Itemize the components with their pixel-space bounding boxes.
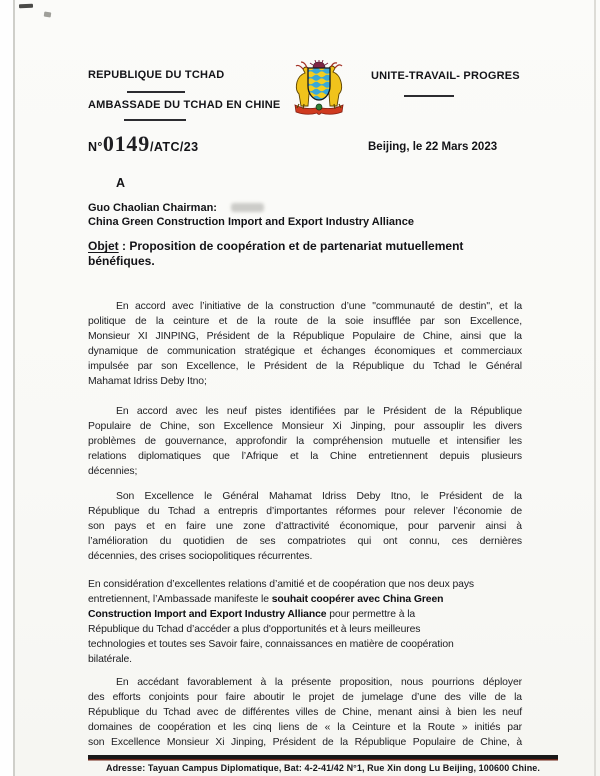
reference-prefix: N°	[88, 140, 103, 154]
body-line: Construction Import and Export Industry Alliance pour permettre à la	[88, 609, 416, 620]
body-line: République du Tchad a entrepris d’importantes réformes pour relever l’économie de	[88, 506, 522, 517]
addressee-organization: China Green Construction Import and Export Industry Alliance	[88, 216, 414, 228]
footer-rule	[88, 755, 558, 759]
body-line: bilatérale.	[88, 654, 132, 665]
body-line: entretiennent, l’Ambassade manifeste le souhait coopérer avec China Green	[88, 594, 444, 605]
body-line: impulsée par son Excellence, le Président de la République du Tchad le Général	[88, 361, 522, 372]
header-rule	[404, 95, 454, 97]
country-name: REPUBLIQUE DU TCHAD	[88, 69, 225, 81]
body-line: En accord avec l’initiative de la construction d’une "communauté de destin", et la	[116, 301, 522, 312]
whiteout-smudge	[231, 203, 264, 212]
subject-text: Proposition de coopération et de partenariat mutuellement	[129, 239, 464, 253]
salutation: A	[116, 176, 126, 190]
reference-number-red: 0149	[102, 131, 151, 156]
subject-line	[88, 239, 463, 268]
body-line: Son Excellence le Général Mahamat Idriss Deby Itno, le Président de la	[116, 491, 522, 502]
body-line: l’amélioration du quotidien de ses compatriotes qui ont connu, ces dernières	[88, 536, 522, 547]
body-line: problèmes de gouvernance, approfondir la compréhension mutuelle et intensifier les	[88, 436, 522, 447]
reference-number	[88, 131, 198, 157]
body-paragraph	[88, 299, 522, 389]
page-left-edge	[0, 0, 13, 776]
body-line: son pays et en faire une zone d’attractivité économique, pour parvenir ainsi à	[88, 521, 522, 532]
body-line: Monsieur XI JINPING, Président de la République Populaire de Chine, ainsi que la	[88, 331, 522, 342]
body-line: En accord avec les neuf pistes identifiées par le Président de la République	[116, 406, 522, 417]
scan-artifact-mark	[44, 12, 52, 18]
page-right-edge-line	[594, 0, 596, 776]
letter-date: Beijing, le 22 Mars 2023	[368, 141, 498, 153]
subject-label: Objet	[88, 239, 119, 253]
header-rule	[127, 91, 185, 93]
body-line: République du Tchad avec de différentes villes de Chine, menant ainsi à bien les neuf	[88, 707, 522, 718]
letter-body	[88, 299, 522, 750]
body-line: politique de la ceinture et de la route de la soie insufflée par son Excellence,	[88, 316, 522, 327]
page-left-edge-line	[13, 0, 15, 776]
body-paragraph	[88, 489, 522, 564]
body-line: domaines de coopération et les cinq liens de « la Ceinture et la Route » initiés par	[88, 722, 522, 733]
embassy-name: AMBASSADE DU TCHAD EN CHINE	[88, 99, 281, 111]
body-line: technologies et toutes ses Savoir faire, connaissances en matière de coopération	[88, 639, 454, 650]
subject-second-line: bénéfiques.	[88, 253, 155, 268]
body-line: dynamique de communication stratégique et échanges économiques et commerciaux	[88, 346, 522, 357]
body-paragraph	[88, 675, 522, 750]
subject-separator: :	[118, 239, 130, 253]
subject-first-line	[88, 239, 463, 254]
footer-address: Adresse: Tayuan Campus Diplomatique, Bat: 4-2-41/42 N°1, Rue Xin dong Lu Beijing, 100600 Chine.	[105, 763, 541, 773]
chad-coat-of-arms-icon	[287, 60, 351, 118]
body-paragraph	[88, 577, 522, 667]
header-rule	[124, 119, 186, 121]
body-line: En considération d’excellentes relations d’amitié et de coopération que nos deux pays	[88, 579, 475, 590]
body-line: En accédant favorablement à la présente proposition, nous pourrions déployer	[116, 677, 522, 688]
motto: UNITE-TRAVAIL- PROGRES	[371, 70, 520, 82]
body-line: relations diplomatiques que l’Afrique et la Chine entretiennent depuis plusieurs	[88, 451, 522, 462]
addressee-name: Guo Chaolian Chairman:	[88, 202, 217, 214]
body-paragraph	[88, 404, 522, 479]
body-line: Populaire de Chine, son Excellence Monsieur Xi Jinping, pour assouplir les divers	[88, 421, 522, 432]
body-line: Mahamat Idriss Deby Itno;	[88, 376, 207, 387]
body-line: des efforts conjoints pour faire aboutir le projet de jumelage d’une des ville de la	[88, 692, 522, 703]
scan-artifact-mark	[19, 4, 33, 8]
body-line: République du Tchad d’accéder a plus d'opportunités et à leurs meilleures	[88, 624, 421, 635]
body-line: décennies;	[88, 466, 138, 477]
body-line: son Excellence Monsieur Xi Jinping, Président de la République Populaire de Chine, à	[88, 737, 522, 748]
reference-suffix: /ATC/23	[150, 140, 199, 154]
body-line: décennies, des crises sociopolitiques récurrentes.	[88, 551, 313, 562]
